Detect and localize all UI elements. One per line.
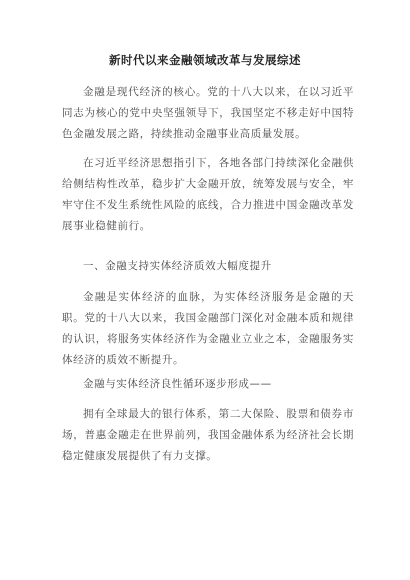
- section-heading-1: 一、金融支持实体经济质效大幅度提升: [83, 260, 272, 272]
- paragraph-real-economy: 金融是实体经济的血脉，为实体经济服务是金融的天职。党的十八大以来，我国金融部门深化对金融本质和规律的认识，将服务实体经济作为金融业立业之本，金融服务实体经济的质效不断提升。: [62, 291, 354, 366]
- document-title: 新时代以来金融领域改革与发展综述: [109, 53, 301, 67]
- paragraph-intro: 金融是现代经济的核心。党的十八大以来，在以习近平同志为核心的党中央坚强领导下，我国坚定不移走好中国特色金融发展之路，持续推动金融事业高质量发展。: [62, 86, 354, 140]
- paragraph-reform: 在习近平经济思想指引下，各地各部门持续深化金融供给侧结构性改革，稳步扩大金融开放，统筹发展与安全，牢牢守住不发生系统性风险的底线，合力推进中国金融改革发展事业稳健前行。: [62, 157, 354, 232]
- subheading-virtuous-cycle: 金融与实体经济良性循环逐步形成——: [83, 378, 272, 390]
- paragraph-financial-system: 拥有全球最大的银行体系，第二大保险、股票和债券市场，普惠金融走在世界前列，我国金融体系为经济社会长期稳定健康发展提供了有力支撑。: [62, 408, 354, 462]
